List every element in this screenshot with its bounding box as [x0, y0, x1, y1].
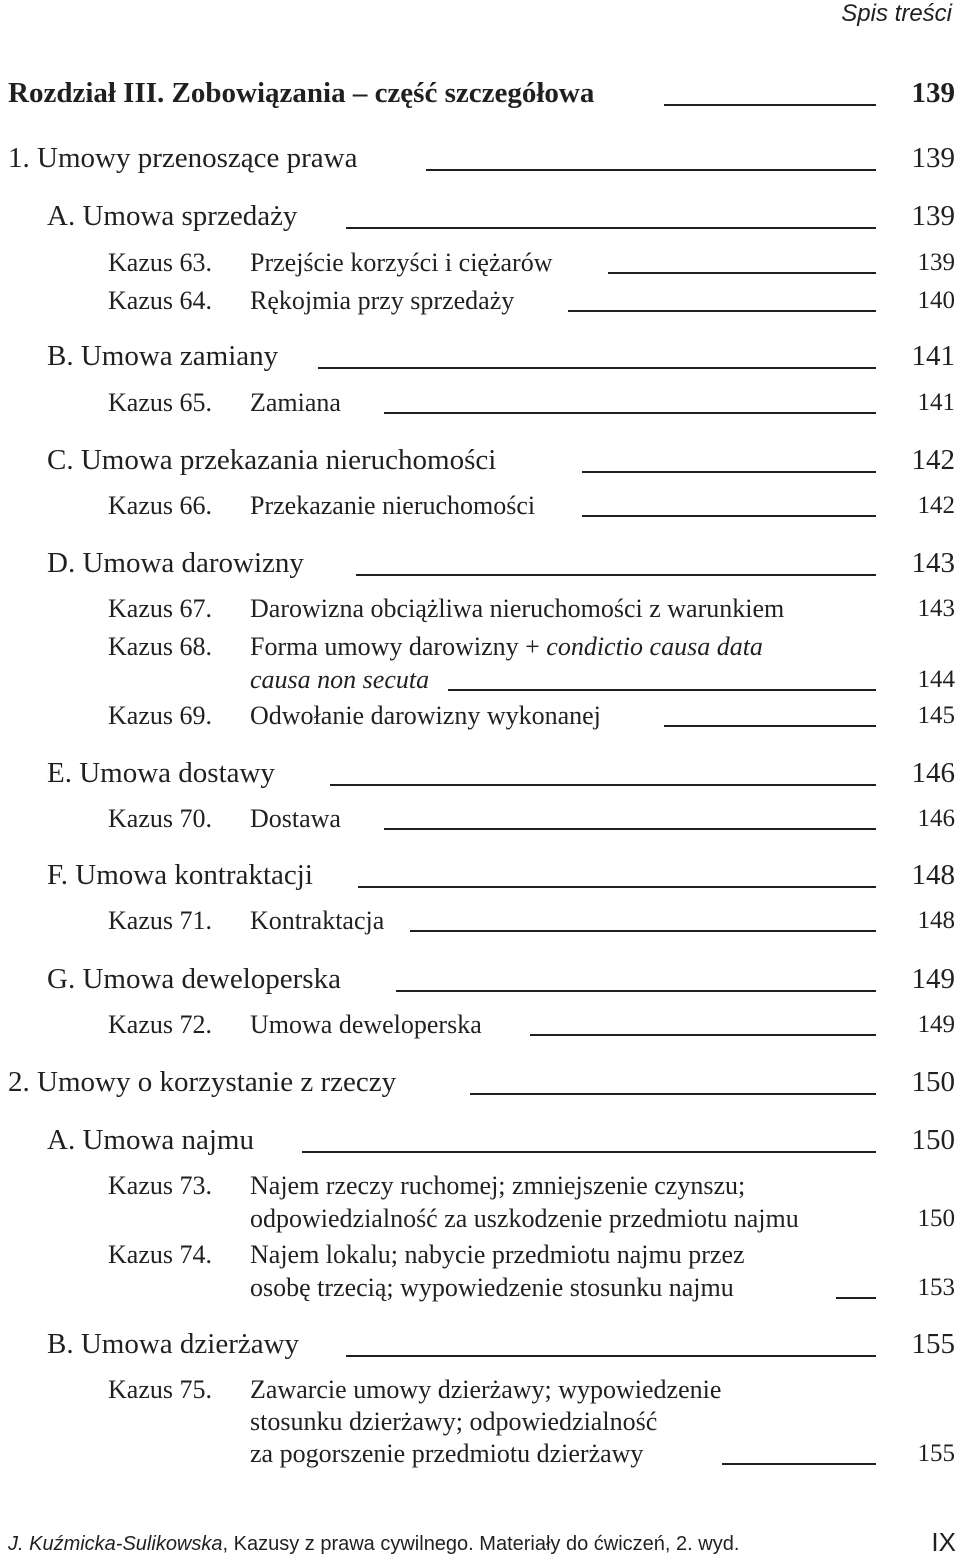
case-title: Umowa deweloperska [250, 1010, 482, 1039]
case-number: Kazus 68. [108, 632, 212, 661]
toc-page-number: 150 [911, 1124, 955, 1156]
toc-page-number: 139 [911, 200, 955, 232]
case-title-latin: condictio causa data [546, 632, 763, 661]
toc-subsection-entry[interactable] [0, 1126, 960, 1158]
toc-entry-title: B. Umowa dzierżawy [47, 1328, 300, 1360]
case-title-plain: Forma umowy darowizny + [250, 632, 547, 661]
toc-page-number: 145 [917, 702, 955, 729]
toc-leader-rule [836, 1297, 876, 1299]
case-title-line-3: za pogorszenie przedmiotu dzierżawy [250, 1439, 644, 1468]
case-title: Dostawa [250, 804, 341, 833]
case-title-line-1: Najem rzeczy ruchomej; zmniejszenie czynszu; [250, 1171, 746, 1200]
toc-leader-rule [608, 272, 876, 274]
toc-leader-rule [410, 930, 876, 932]
toc-subsection-entry[interactable] [0, 759, 960, 791]
toc-case-entry[interactable] [0, 634, 960, 696]
toc-leader-rule [568, 310, 876, 312]
toc-page-number: 150 [911, 1066, 955, 1098]
toc-subsection-entry[interactable] [0, 342, 960, 374]
toc-subsection-entry[interactable] [0, 1330, 960, 1362]
case-title-line-1: Zawarcie umowy dzierżawy; wypowiedzenie [250, 1375, 722, 1404]
toc-page-number: 142 [911, 444, 955, 476]
toc-page-number: 139 [917, 249, 955, 276]
toc-page-number: 141 [911, 340, 955, 372]
toc-page-number: 149 [917, 1011, 955, 1038]
toc-entry-title: E. Umowa dostawy [47, 757, 275, 789]
toc-leader-rule [396, 990, 876, 992]
toc-case-entry[interactable] [0, 806, 960, 836]
case-number: Kazus 70. [108, 804, 212, 833]
case-number: Kazus 75. [108, 1375, 212, 1404]
case-title-line-1 [250, 634, 763, 660]
case-title: Zamiana [250, 388, 341, 417]
case-number: Kazus 72. [108, 1010, 212, 1039]
toc-case-entry[interactable] [0, 493, 960, 523]
toc-leader-rule [426, 169, 876, 171]
toc-case-entry[interactable] [0, 1173, 960, 1235]
toc-page-number: 146 [911, 757, 955, 789]
case-title-line-2: stosunku dzierżawy; odpowiedzialność [250, 1407, 658, 1436]
toc-leader-rule [346, 1355, 876, 1357]
case-title-line-2: causa non secuta [250, 665, 430, 694]
toc-leader-rule [384, 412, 876, 414]
toc-page-number: 153 [917, 1274, 955, 1301]
toc-section-entry[interactable] [0, 144, 960, 176]
toc-leader-rule [346, 227, 876, 229]
toc-case-entry[interactable] [0, 390, 960, 420]
toc-case-entry[interactable] [0, 1242, 960, 1304]
toc-leader-rule [356, 574, 876, 576]
case-title-line-2: odpowiedzialność za uszkodzenie przedmiotu najmu [250, 1204, 799, 1233]
case-number: Kazus 64. [108, 286, 212, 315]
toc-case-entry[interactable] [0, 1012, 960, 1042]
toc-section-entry[interactable] [0, 1068, 960, 1100]
toc-page-number: 139 [911, 77, 955, 109]
case-title: Darowizna obciążliwa nieruchomości z warunkiem [250, 594, 785, 623]
toc-leader-rule [302, 1151, 876, 1153]
toc-entry-title: F. Umowa kontraktacji [47, 859, 313, 891]
toc-case-entry[interactable] [0, 908, 960, 938]
toc-leader-rule [358, 886, 876, 888]
toc-leader-rule [582, 471, 876, 473]
toc-entry-title: C. Umowa przekazania nieruchomości [47, 444, 497, 476]
toc-subsection-entry[interactable] [0, 965, 960, 997]
toc-page-number: 155 [917, 1440, 955, 1467]
toc-page-number: 146 [917, 805, 955, 832]
toc-subsection-entry[interactable] [0, 446, 960, 478]
toc-leader-rule [664, 104, 876, 106]
toc-entry-title: D. Umowa darowizny [47, 547, 304, 579]
toc-page-number: 150 [917, 1205, 955, 1232]
toc-entry-title: A. Umowa najmu [47, 1124, 254, 1156]
toc-page-number: 155 [911, 1328, 955, 1360]
toc-leader-rule [384, 828, 876, 830]
toc-leader-rule [470, 1093, 876, 1095]
toc-subsection-entry[interactable] [0, 861, 960, 893]
toc-entry-title: 1. Umowy przenoszące prawa [8, 142, 358, 174]
footer-citation: , Kazusy z prawa cywilnego. Materiały do ćwiczeń, 2. wyd. [222, 1533, 740, 1555]
case-title: Przejście korzyści i ciężarów [250, 248, 553, 277]
toc-case-entry[interactable] [0, 288, 960, 318]
running-header: Spis treści [841, 0, 952, 27]
case-number: Kazus 73. [108, 1171, 212, 1200]
case-number: Kazus 74. [108, 1240, 212, 1269]
toc-leader-rule [530, 1034, 876, 1036]
toc-page-number: 144 [917, 666, 955, 693]
toc-leader-rule [582, 515, 876, 517]
toc-entry-title: B. Umowa zamiany [47, 340, 279, 372]
page-folio: IX [931, 1527, 956, 1557]
case-title: Odwołanie darowizny wykonanej [250, 701, 601, 730]
toc-entry-title: A. Umowa sprzedaży [47, 200, 298, 232]
toc-page-number: 140 [917, 287, 955, 314]
case-number: Kazus 71. [108, 906, 212, 935]
footer-author: J. Kuźmicka-Sulikowska [8, 1533, 223, 1555]
toc-page-number: 142 [917, 492, 955, 519]
toc-leader-rule [318, 367, 876, 369]
toc-entry-title: 2. Umowy o korzystanie z rzeczy [8, 1066, 397, 1098]
toc-case-entry[interactable] [0, 596, 960, 626]
toc-leader-rule [448, 689, 876, 691]
case-number: Kazus 69. [108, 701, 212, 730]
toc-subsection-entry[interactable] [0, 549, 960, 581]
case-number: Kazus 63. [108, 248, 212, 277]
case-title: Przekazanie nieruchomości [250, 491, 536, 520]
toc-leader-rule [722, 1463, 876, 1465]
case-number: Kazus 67. [108, 594, 212, 623]
toc-case-entry[interactable] [0, 703, 960, 733]
toc-page-number: 139 [911, 142, 955, 174]
toc-page-number: 148 [917, 907, 955, 934]
case-title: Rękojmia przy sprzedaży [250, 286, 515, 315]
toc-case-entry[interactable] [0, 1377, 960, 1471]
toc-page-number: 143 [917, 595, 955, 622]
case-number: Kazus 65. [108, 388, 212, 417]
toc-page-number: 143 [911, 547, 955, 579]
toc-entry-title: Rozdział III. Zobowiązania – część szczegółowa [8, 77, 595, 109]
case-title: Kontraktacja [250, 906, 385, 935]
toc-subsection-entry[interactable] [0, 202, 960, 234]
case-title-line-1: Najem lokalu; nabycie przedmiotu najmu przez [250, 1240, 745, 1269]
toc-page-number: 149 [911, 963, 955, 995]
toc-leader-rule [664, 725, 876, 727]
case-title-line-2: osobę trzecią; wypowiedzenie stosunku najmu [250, 1273, 734, 1302]
toc-case-entry[interactable] [0, 250, 960, 280]
toc-chapter-entry[interactable] [0, 79, 960, 111]
toc-page-number: 148 [911, 859, 955, 891]
page-footer [8, 1533, 952, 1556]
toc-page-number: 141 [917, 389, 955, 416]
toc-leader-rule [330, 784, 876, 786]
case-number: Kazus 66. [108, 491, 212, 520]
toc-entry-title: G. Umowa deweloperska [47, 963, 341, 995]
